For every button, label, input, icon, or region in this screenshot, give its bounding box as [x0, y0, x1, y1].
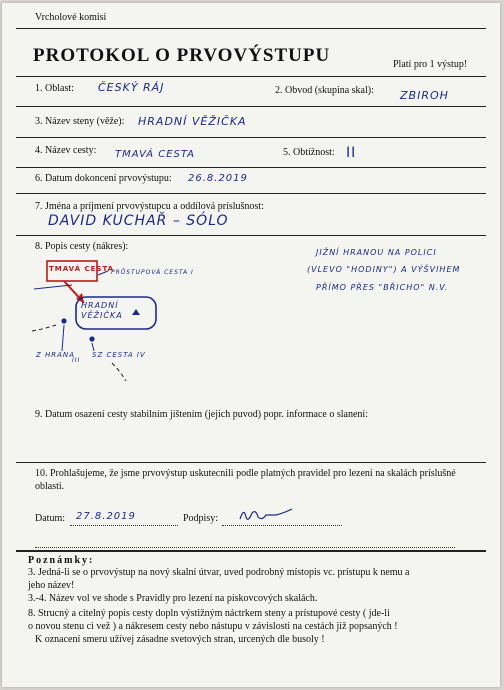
bottom-start-dot	[89, 336, 94, 341]
bottom-label-leader	[92, 343, 94, 351]
field-4-label: 4. Název cesty:	[35, 145, 97, 156]
field-8-label: 8. Popis cesty (nákres):	[35, 241, 129, 252]
tower-label: HRADNÍ VĚŽIČKA	[81, 301, 123, 320]
notes-line-2: jeho název!	[28, 580, 75, 591]
row-rule	[16, 235, 486, 236]
field-9-label: 9. Datum osazení cesty stabilním jištením (jejich puvod) popr. informace o slanení:	[35, 409, 368, 420]
field-1-value: ČESKÝ RÁJ	[98, 81, 165, 94]
notes-line-1: 3. Jedná-li se o prvovýstup na nový skalní útvar, uved podrobný místopis vc. prístupu k nemu a	[28, 567, 410, 578]
row-rule	[16, 167, 486, 168]
date-value: 27.8.2019	[76, 511, 136, 522]
field-6-label: 6. Datum dokoncení prvovýstupu:	[35, 173, 172, 184]
valid-note: Platí pro 1 výstup!	[393, 59, 468, 70]
signature-mark	[236, 503, 296, 525]
notes-line-6: K oznacení smeru užívej zásadne svetových stran, urcených dle busoly !	[35, 634, 325, 645]
left-label-leader	[62, 325, 64, 351]
signature-line-2	[35, 547, 455, 548]
dashed-path-left	[32, 325, 56, 331]
field-3-label: 3. Název steny (věže):	[35, 116, 125, 127]
field-5-label: 5. Obtížnost:	[283, 147, 335, 158]
route-sketch	[22, 253, 202, 413]
field-7-value: DAVID KUCHAŘ – SÓLO	[48, 213, 229, 229]
row-rule	[16, 106, 486, 107]
protocol-sheet	[2, 3, 500, 687]
date-underline	[70, 525, 178, 526]
notes-line-5: o novou stenu ci vež ) a nákresem cesty nebo nástupu v závislosti na cestách již popsaných !	[28, 621, 398, 632]
description-line-1: JIŽNÍ HRANOU NA POLICI	[316, 248, 437, 257]
declaration-text: 10. Prohlašujeme, že jsme prvovýstup uskutecnili podle platných pravidel pro lezení na skalách príslušné oblasti.	[35, 468, 456, 492]
neighbor-route-label: PRŮSTUPOVÁ CESTA I	[111, 269, 194, 276]
field-5-value: II	[346, 145, 357, 161]
signature-underline	[222, 525, 342, 526]
route-tag-label: TMAVÁ CESTA	[49, 265, 115, 273]
notes-line-4: 8. Strucný a citelný popis cesty dopln výstižným náctrkem steny a prístupové cesty ( jde-li	[28, 608, 390, 619]
sign-label: Podpisy:	[183, 513, 219, 524]
org-label: Vrcholové komisi	[35, 12, 107, 23]
header-rule	[16, 28, 486, 29]
form-title: PROTOKOL O PRVOVÝSTUPU	[33, 45, 331, 66]
row-rule	[16, 193, 486, 194]
row-rule	[16, 462, 486, 463]
notes-line-3: 3.-4. Název vol ve shode s Pravidly pro lezení na pískovcových skalách.	[28, 593, 318, 604]
row-rule	[16, 137, 486, 138]
left-edge-dot	[61, 318, 66, 323]
field-2-label: 2. Obvod (skupina skal):	[275, 85, 374, 96]
date-label: Datum:	[35, 513, 65, 524]
notes-title: Poznámky:	[28, 555, 95, 566]
dashed-path-down	[112, 363, 126, 381]
field-6-value: 26.8.2019	[188, 173, 248, 184]
title-rule	[16, 76, 486, 77]
field-1-label: 1. Oblast:	[35, 83, 74, 94]
notes-rule	[16, 550, 486, 552]
field-4-value: TMAVÁ CESTA	[115, 149, 195, 160]
left-edge-label: Z HRANA	[36, 351, 75, 359]
summit-marker	[132, 309, 140, 315]
description-line-2: (VLEVO "HODINY") A VÝŠVIHEM	[307, 265, 461, 274]
left-edge-grade: III	[72, 357, 81, 364]
bottom-route-label: SZ CESTA IV	[92, 351, 146, 359]
field-2-value: ZBIROH	[400, 89, 449, 102]
description-line-3: PŘÍMO PŘES "BŘICHO" N.V.	[316, 283, 449, 292]
approach-line	[34, 285, 72, 289]
field-3-value: HRADNÍ VĚŽIČKA	[138, 115, 247, 128]
field-7-label: 7. Jména a príjmení prvovýstupcu a oddílová príslušnost:	[35, 201, 264, 212]
